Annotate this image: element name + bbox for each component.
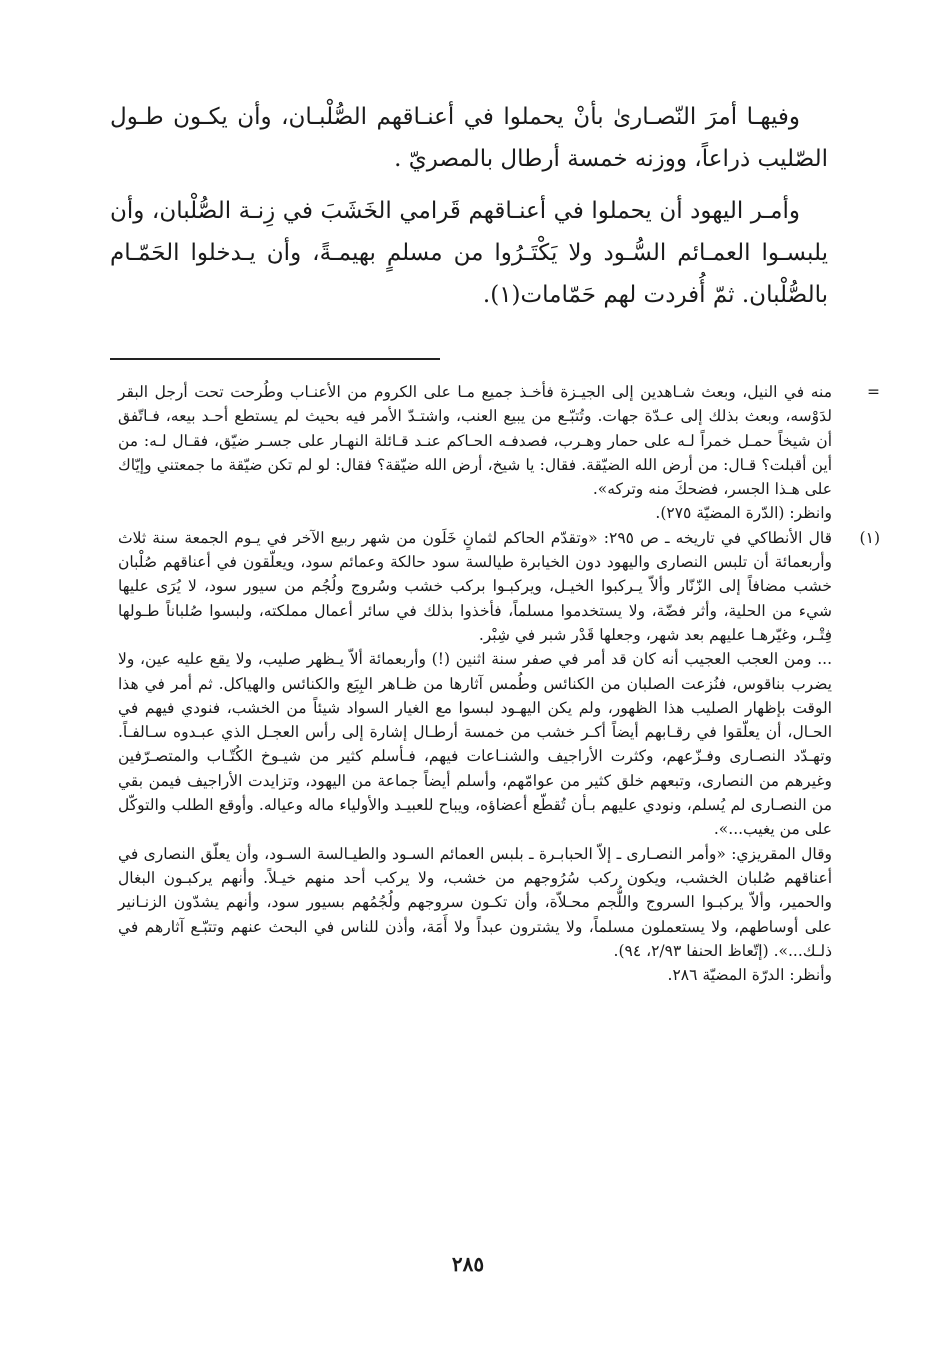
footnote-1-paragraph-4: وأنظر: الدرّة المضيّة ٢٨٦. — [667, 966, 832, 985]
main-paragraph-1: وفيهـا أمرَ النّصـارىٰ بأنْ يحملوا في أعنـاقهم الصُّلْبـان، وأن يكـون طـول الصّليب ذراعاً، ووزنه خمسة أرطال بالمصريّ . — [110, 104, 828, 172]
footnote-continuation — [118, 380, 880, 526]
continuation-marker: = — [867, 383, 880, 401]
footnote-continuation-reference: وانظر: (الدّرة المضيّة ٢٧٥). — [655, 504, 832, 523]
footnote-1-paragraph-3: وقال المقريزي: «وأمر النصـارى ـ إلاّ الحبابـرة ـ بلبس العمائم السـود والطيـالسة السـود، وأن يعلّق النصارى في أعناقهم صُلبان الخشب، ويكون ركب سُرُوجهم من خشب، ولا يركب أحد منهم خيـلاً. وأنهم يركبـون البغال والحمير، وألاّ يركبـوا السروج واللُّجم محـلاّة، وأن تكـون سروجهم ولُجُمُهم بسيور سود، وأنهم يشدّون الزنـانير على أوساطهم، ولا يستعملون مسلماً، ولا يشترون عبداً ولا أَمَة، وأذن للناس في البحث عنهم وتتبّـع آثارهم في ذلـك...». (إتّعاظ الحنفا ٢/٩٣، ٩٤). — [118, 844, 832, 960]
footnote-1-paragraph-1: قال الأنطاكي في تاريخه ـ ص ٢٩٥: «وتقدّم الحاكم لثمانٍ خَلَون من شهر ربيع الآخر في يـوم الجمعة سنة ثلاث وأربعمائة أن تلبس النصارى واليهود دون الخيابرة طيالسة سود حالكة وعمائم سود، ويعلّقون في أعناقهم صُلْبان خشب مضافاً إلى الزّنّار وألاّ يـركبوا الخيـل، ويركبـوا بركب خشب وسُروج ولُجُم من سيور سود، لا يُرَى عليها شيء من الحلية، وأثر فضّة، ولا يستخدموا مسلماً، فأخذوا بذلك في سائر أعمال مملكته، ولبسوا صُلباناً طـولها فِتْـر، وغيّرهـا عليهم بعد شهر، وجعلها قَدْر شبر في شِبْر. — [118, 528, 832, 644]
footnote-continuation-text: منه في النيل، وبعث شـاهدين إلى الجيـزة فأخـذ جميع مـا على الكروم من الأعنـاب وطُرحت تحت أرجل البقر لدَوْسه، وبعث بذلك إلى عـدّة جهات. وتُتبّـع من يبيع العنب، واشتـدّ الأمر فيه بحيث لم يستطع أحـد بيعه، فـاتّفق أن شيخاً حمـل خمراً لـه على حمار وهـرب، فصدفـه الحـاكم عنـد قـائلة النهـار على جسـر ضيّق، فقـال لـه: من أين أقبلت؟ قـال: من أرض الله الضيّقة. فقال: يا شيخ، أرض الله ضيّقة؟ فقال: لو لم تكن ضيّقة ما جمعتني وإيّاك على هـذا الجسر، فضحكَ منه وتركه». — [118, 383, 833, 499]
main-paragraph-2: وأمـر اليهود أن يحملوا في أعنـاقهم قَرامي الخَشَبَ في زِنـة الصُّلْبان، وأن يلبسـوا العمـائم السُّـود ولا يَكْتَـرُوا من مسلمٍ بهيمـةً، وأن يـدخلوا الحَمّـام بالصُّلْبان. ثمّ أُفردت لهم حَمّامات(١). — [110, 198, 828, 308]
footnote-separator — [110, 358, 440, 360]
footnote-1-paragraph-2: ... ومن العجب العجيب أنه كان قد أمر في صفر سنة اثنين (!) وأربعمائة ألاّ يـظهر صليب، ولا يقع عليه عين، ولا يضرب بناقوس، فنُزعت الصلبان من الكنائس وطُمس آثارها من ظـاهر البِيَع والكنائس والهياكل. ثم أمر في هذا الوقت بإظهار الصليب هذا الظهور، ولم يكن اليهـود لبسوا مع الغيار السواد شيئاً من الخشب، فنودي فيهم في الحـال، أن يعلّقوا في رقـابهم أيضاً أكـر خشب من خمسة أرطـال إشارة إلى رأس العجـل الذي عبـدوه سـالفـاً. وتهـدّد النصـارى وفـزّعهم، وكثرت الأراجيف والشنـاعات فيهم، فـأسلم كثير من شيـوخ الكُتّـاب والمتصـرّفين وغيرهم من النصارى، وتبعهم خلق كثير من عوامّهم، وأسلم أيضاً جماعة من اليهود، وتزايدت الأراجيف فيمن بقي من النصـارى لم يُسلم، ونودي عليهم بـأن تُقطّع أعضاؤه، ويباح للعبيـد والأولياء ماله وعياله. وأوقع الطلب والتوكّل على من يغيب...». — [118, 650, 832, 839]
footnotes — [118, 380, 880, 987]
footnote-1-marker: (١) — [859, 528, 880, 547]
page-number: ٢٨٥ — [451, 1252, 485, 1276]
main-text — [110, 96, 828, 326]
footnote-1 — [118, 526, 880, 988]
